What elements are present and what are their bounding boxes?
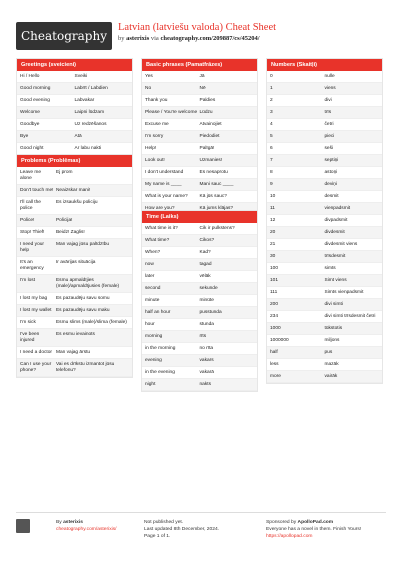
table-row	[267, 287, 382, 299]
english-cell: It's an emergency	[20, 259, 44, 271]
english-cell: I don't understand	[145, 169, 184, 175]
english-cell: Excuse me	[145, 121, 169, 127]
english-cell: Leave me alone	[20, 169, 42, 181]
latvian-cell: miljons	[324, 337, 340, 343]
table-row	[17, 83, 132, 95]
english-cell: 200	[270, 301, 279, 307]
table-row	[142, 367, 257, 379]
latvian-cell: simts	[324, 265, 336, 271]
via-text: via	[150, 35, 159, 42]
english-cell: How are you?	[145, 205, 175, 211]
table-row	[142, 155, 257, 167]
table-row	[17, 329, 132, 347]
latvian-cell: deviņi	[324, 181, 338, 187]
problems-panel	[16, 154, 133, 378]
latvian-cell: astoņi	[324, 169, 338, 175]
latvian-cell: Jā	[199, 73, 205, 79]
table-row	[267, 263, 382, 275]
footer-sponsor	[266, 519, 386, 540]
page-count: Page 1 of 1.	[144, 534, 171, 539]
english-cell: more	[270, 373, 281, 379]
table-row	[17, 239, 132, 257]
english-cell: Can I use your phone?	[20, 361, 52, 373]
footer-author-url[interactable]: cheatography.com/asterixis/	[56, 527, 117, 532]
latvian-cell: Paldies	[199, 97, 216, 103]
english-cell: morning	[145, 333, 163, 339]
table-row	[17, 167, 132, 185]
table-row	[142, 379, 257, 391]
sponsor-prefix: Sponsored by	[266, 520, 297, 525]
english-cell: 111	[270, 289, 278, 295]
table-row	[17, 107, 132, 119]
latvian-cell: Kad?	[199, 249, 211, 255]
latvian-cell: tagad	[199, 261, 212, 267]
latvian-cell: Mani sauc ____	[199, 181, 234, 187]
english-cell: Look out!	[145, 157, 165, 163]
english-cell: in the morning	[145, 345, 176, 351]
english-cell: My name is ____	[145, 181, 182, 187]
english-cell: No	[145, 85, 152, 91]
footer-author-name[interactable]: asterixis	[63, 520, 83, 525]
latvian-cell: Esmu apmaldījies (male)/apmaldījusies (female)	[55, 277, 120, 289]
table-row	[142, 107, 257, 119]
table-row	[17, 131, 132, 143]
greetings-rows	[17, 71, 132, 155]
english-cell: Goodbye	[20, 121, 40, 127]
english-cell: Good morning	[20, 85, 51, 91]
latvian-cell: Uz redzēšanos	[74, 121, 107, 127]
english-cell: night	[145, 381, 156, 387]
english-cell: Thank you	[145, 97, 168, 103]
table-row	[142, 191, 257, 203]
latvian-cell: minūte	[199, 297, 214, 303]
table-row	[142, 179, 257, 191]
table-row	[142, 319, 257, 331]
table-row	[142, 143, 257, 155]
english-cell: 4	[270, 121, 273, 127]
problems-title: Problems (Problēmas)	[17, 155, 132, 167]
english-cell: 6	[270, 145, 273, 151]
latvian-cell: Kā jūs sauc?	[199, 193, 227, 199]
cheatography-logo[interactable]: Cheatography	[16, 22, 112, 50]
numbers-title: Numbers (Skaitļi)	[267, 59, 382, 71]
english-cell: second	[145, 285, 161, 291]
latvian-cell: Atā	[74, 133, 82, 139]
latvian-cell: Cikos?	[199, 237, 215, 243]
basic-phrases-panel	[141, 58, 258, 216]
table-row	[267, 131, 382, 143]
latvian-cell: sekunde	[199, 285, 218, 291]
latvian-cell: Simt viens	[324, 277, 347, 283]
english-cell: Good evening	[20, 97, 50, 103]
latvian-cell: pieci	[324, 133, 335, 139]
latvian-cell: Man vajag ārstu	[55, 349, 91, 355]
table-row	[17, 317, 132, 329]
table-row	[267, 143, 382, 155]
english-cell: 1	[270, 85, 273, 91]
author-avatar	[16, 519, 30, 533]
latvian-cell: Laipni lūdzam	[74, 109, 105, 115]
latvian-cell: Sveiki	[74, 73, 88, 79]
english-cell: Hi / Hello	[20, 73, 40, 79]
english-cell: 101	[270, 277, 279, 283]
english-cell: 3	[270, 109, 273, 115]
table-row	[267, 311, 382, 323]
table-row	[17, 185, 132, 197]
latvian-cell: divi simti trīsdesmit četri	[324, 313, 376, 319]
table-row	[267, 71, 382, 83]
english-cell: half	[270, 349, 278, 355]
latvian-cell: vairāk	[324, 373, 338, 379]
english-cell: in the evening	[145, 369, 175, 375]
latvian-cell: Man vajag jūsu palīdzību	[55, 241, 110, 247]
table-row	[17, 359, 132, 377]
english-cell: minute	[145, 297, 160, 303]
latvian-cell: vakarā	[199, 369, 214, 375]
table-row	[142, 307, 257, 319]
english-cell: 234	[270, 313, 279, 319]
table-row	[267, 203, 382, 215]
latvian-cell: Es pazaudēju savu maku	[55, 307, 110, 313]
english-cell: 9	[270, 181, 273, 187]
numbers-rows	[267, 71, 382, 383]
english-cell: What time is it?	[145, 225, 178, 231]
sponsor-text: Everyone has a novel in them. Finish Yours!	[266, 527, 362, 532]
table-row	[267, 227, 382, 239]
latvian-cell: Esmu slims (male)/slima (female)	[55, 319, 127, 325]
latvian-cell: četri	[324, 121, 334, 127]
table-row	[17, 257, 132, 275]
table-row	[17, 119, 132, 131]
table-row	[267, 239, 382, 251]
english-cell: Good night	[20, 145, 44, 151]
latvian-cell: Policija!	[55, 217, 73, 223]
english-cell: less	[270, 361, 279, 367]
table-row	[142, 167, 257, 179]
latvian-cell: pusstunda	[199, 309, 222, 315]
basic-phrases-rows	[142, 71, 257, 215]
latvian-cell: nakts	[199, 381, 211, 387]
latvian-cell: Ar labu nakti	[74, 145, 102, 151]
english-cell: I'm sick	[20, 319, 36, 325]
english-cell: 30	[270, 253, 276, 259]
table-row	[142, 343, 257, 355]
published-status: Not published yet.	[144, 520, 184, 525]
english-cell: I'm sorry	[145, 133, 164, 139]
latvian-cell: divi	[324, 97, 332, 103]
basic-phrases-title: Basic phrases (Pamatfrāzes)	[142, 59, 257, 71]
table-row	[267, 359, 382, 371]
english-cell: 7	[270, 157, 273, 163]
table-row	[267, 299, 382, 311]
time-rows	[142, 223, 257, 391]
problems-rows	[17, 167, 132, 377]
english-cell: What time?	[145, 237, 170, 243]
table-row	[17, 215, 132, 227]
english-cell: Stop! Thief!	[20, 229, 45, 235]
latvian-cell: nulle	[324, 73, 335, 79]
table-row	[267, 215, 382, 227]
latvian-cell: Es nesaprotu	[199, 169, 228, 175]
english-cell: I need your help	[20, 241, 45, 253]
table-row	[142, 235, 257, 247]
english-cell: 21	[270, 241, 276, 247]
latvian-cell: Uzmanies!	[199, 157, 223, 163]
latvian-cell: Beidz! Zaglis!	[55, 229, 85, 235]
latvian-cell: Labvakar	[74, 97, 95, 103]
table-row	[267, 119, 382, 131]
latvian-cell: seši	[324, 145, 334, 151]
table-row	[267, 251, 382, 263]
table-row	[142, 355, 257, 367]
english-cell: 100	[270, 265, 279, 271]
latvian-cell: stunda	[199, 321, 214, 327]
latvian-cell: viens	[324, 85, 336, 91]
table-row	[17, 197, 132, 215]
by-prefix: by	[118, 35, 125, 42]
english-cell: Welcome	[20, 109, 40, 115]
table-row	[142, 119, 257, 131]
table-row	[267, 95, 382, 107]
sheet-url-link[interactable]: cheatography.com/209887/cs/45204/	[160, 35, 260, 42]
greetings-panel	[16, 58, 133, 156]
english-cell: 20	[270, 229, 276, 235]
footer	[16, 512, 386, 552]
latvian-cell: septiņi	[324, 157, 339, 163]
table-row	[267, 83, 382, 95]
latvian-cell: divdesmit viens	[324, 241, 358, 247]
table-row	[17, 305, 132, 317]
latvian-cell: Piedodiet	[199, 133, 220, 139]
table-row	[17, 293, 132, 305]
numbers-panel	[266, 58, 383, 384]
author-link[interactable]: asterixis	[126, 35, 150, 42]
table-row	[142, 95, 257, 107]
footer-meta	[144, 519, 219, 540]
table-row	[142, 259, 257, 271]
english-cell: I lost my bag	[20, 295, 48, 301]
english-cell: 10	[270, 193, 276, 199]
latvian-cell: Es izsaukšu policiju	[55, 199, 98, 205]
sheet-title: Latvian (latviešu valoda) Cheat Sheet	[118, 22, 277, 33]
table-row	[17, 275, 132, 293]
table-row	[267, 371, 382, 383]
english-cell: What is your name?	[145, 193, 188, 199]
table-row	[142, 223, 257, 235]
sponsor-url[interactable]: https://apollopad.com	[266, 534, 313, 539]
latvian-cell: tūkstotis	[324, 325, 343, 331]
english-cell: 1000	[270, 325, 281, 331]
table-row	[142, 247, 257, 259]
latvian-cell: Labrīt / Labdien	[74, 85, 108, 91]
latvian-cell: trīsdesmit	[324, 253, 346, 259]
time-title: Time (Laiks)	[142, 211, 257, 223]
latvian-cell: rīts	[199, 333, 207, 339]
table-row	[267, 335, 382, 347]
table-row	[142, 71, 257, 83]
table-row	[267, 167, 382, 179]
table-row	[17, 347, 132, 359]
english-cell: 11	[270, 205, 275, 211]
greetings-title: Greetings (sveicieni)	[17, 59, 132, 71]
english-cell: evening	[145, 357, 162, 363]
latvian-cell: Ej prom	[55, 169, 73, 175]
latvian-cell: Nē	[199, 85, 206, 91]
table-row	[142, 83, 257, 95]
latvian-cell: trīs	[324, 109, 332, 115]
table-row	[142, 295, 257, 307]
table-row	[142, 283, 257, 295]
english-cell: Police!	[20, 217, 35, 223]
table-row	[267, 275, 382, 287]
latvian-cell: pus	[324, 349, 333, 355]
latvian-cell: Es esmu ievainots	[55, 331, 95, 337]
latvian-cell: Cik ir pulkstens?	[199, 225, 235, 231]
table-row	[142, 271, 257, 283]
latvian-cell: Kā jums klājas?	[199, 205, 234, 211]
english-cell: Please / You're welcome	[145, 109, 198, 115]
english-cell: I've been injured	[20, 331, 40, 343]
english-cell: 12	[270, 217, 276, 223]
table-row	[267, 107, 382, 119]
latvian-cell: vēlāk	[199, 273, 211, 279]
table-row	[17, 95, 132, 107]
english-cell: Don't touch me!	[20, 187, 54, 193]
english-cell: I need a doctor	[20, 349, 53, 355]
footer-by-label: By	[56, 520, 62, 525]
latvian-cell: Simts vienpadsmit	[324, 289, 364, 295]
latvian-cell: Lūdzu	[199, 109, 213, 115]
latvian-cell: desmit	[324, 193, 339, 199]
latvian-cell: Es pazaudēju savu somu	[55, 295, 110, 301]
header	[16, 22, 386, 50]
english-cell: I'll call the police	[20, 199, 41, 211]
table-row	[267, 347, 382, 359]
latvian-cell: divpadsmit	[324, 217, 348, 223]
table-row	[17, 227, 132, 239]
table-row	[267, 323, 382, 335]
table-row	[267, 191, 382, 203]
latvian-cell: Ir avārijas situācija	[55, 259, 96, 265]
table-row	[17, 71, 132, 83]
latvian-cell: vakars	[199, 357, 214, 363]
english-cell: half an hour	[145, 309, 171, 315]
english-cell: 5	[270, 133, 273, 139]
latvian-cell: mazāk	[324, 361, 339, 367]
english-cell: 8	[270, 169, 273, 175]
table-row	[267, 179, 382, 191]
last-updated: Last updated 8th December, 2024.	[144, 527, 220, 532]
table-row	[267, 155, 382, 167]
time-panel	[141, 210, 258, 392]
latvian-cell: Neaizskar mani!	[55, 187, 91, 193]
table-row	[142, 331, 257, 343]
english-cell: now	[145, 261, 154, 267]
english-cell: Yes	[145, 73, 153, 79]
footer-author	[56, 519, 117, 533]
english-cell: I'm lost	[20, 277, 36, 283]
english-cell: 0	[270, 73, 273, 79]
latvian-cell: vienpadsmit	[324, 205, 351, 211]
english-cell: I lost my wallet	[20, 307, 52, 313]
english-cell: 2	[270, 97, 273, 103]
latvian-cell: divdesmit	[324, 229, 345, 235]
english-cell: later	[145, 273, 155, 279]
latvian-cell: no rīta	[199, 345, 214, 351]
latvian-cell: Vai es drīkstu izmantot jūsu telefonu?	[55, 361, 115, 373]
english-cell: When?	[145, 249, 161, 255]
byline	[118, 35, 260, 42]
table-row	[142, 131, 257, 143]
english-cell: Help!	[145, 145, 157, 151]
latvian-cell: Palīgā!	[199, 145, 215, 151]
latvian-cell: divi simti	[324, 301, 343, 307]
english-cell: hour	[145, 321, 155, 327]
sponsor-name[interactable]: ApolloPad.com	[297, 520, 334, 525]
english-cell: Bye	[20, 133, 29, 139]
english-cell: 1000000	[270, 337, 289, 343]
latvian-cell: Atvainojiet	[199, 121, 222, 127]
